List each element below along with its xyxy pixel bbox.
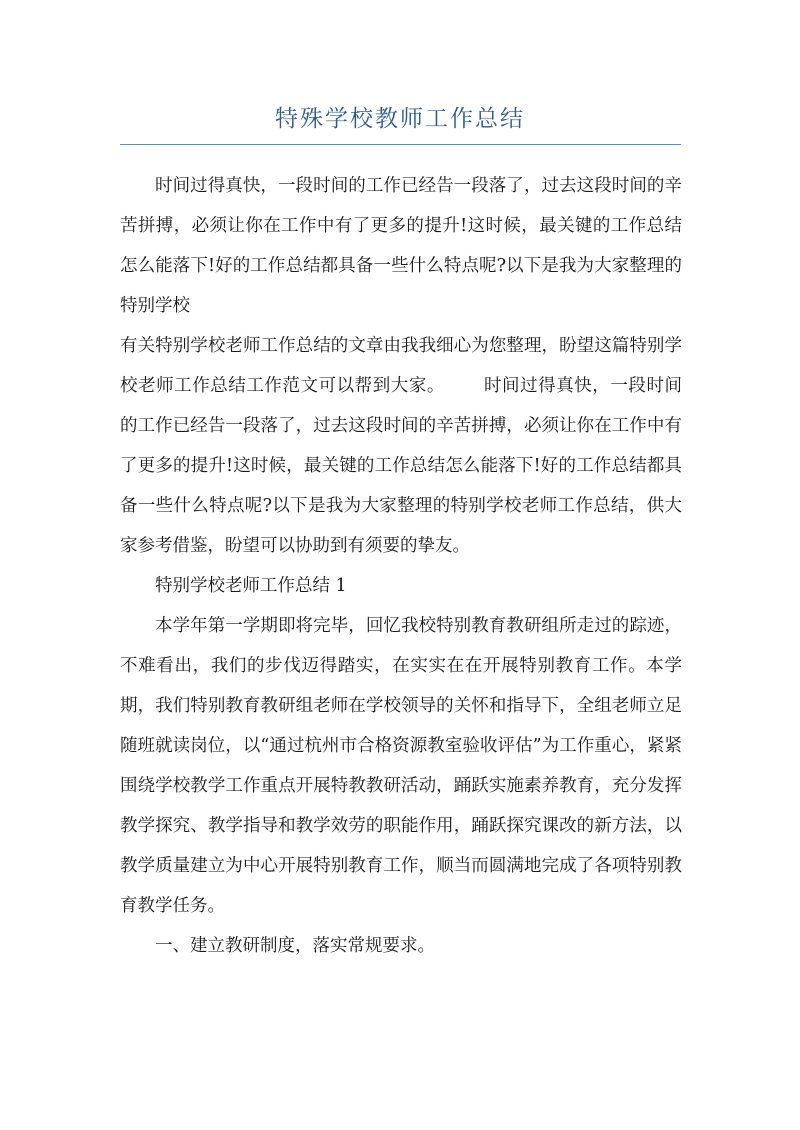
paragraph-intro: 时间过得真快，一段时间的工作已经告一段落了，过去这段时间的辛苦拼搏，必须让你在工作中有了更多的提升!这时候，最关键的工作总结怎么能落下!好的工作总结都具备一些什么特点呢?以下是我为大家整理的特别学校 [120, 176, 682, 316]
paragraph-main: 本学年第一学期即将完毕，回忆我校特别教育教研组所走过的踪迹，不难看出，我们的步伐迈得踏实，在实实在在开展特别教育工作。本学期，我们特别教育教研组老师在学校领导的关怀和指导下，全组老师立足随班就读岗位，以“通过杭州市合格资源教室验收评估”为工作重心，紧紧围绕学校教学工作重点开展特教教研活动，踊跃实施素养教育，充分发挥教学探究、教学指导和教学效劳的职能作用，踊跃探究课改的新方法，以教学质量建立为中心开展特别教育工作，顺当而圆满地完成了各项特别教育教学任务。 [120, 616, 682, 916]
section-heading-1: 特别学校老师工作总结 1 [155, 576, 347, 596]
document-title: 特殊学校教师工作总结 [275, 106, 525, 132]
document-body [120, 166, 682, 966]
paragraph-intro-continued [120, 326, 682, 566]
paragraph-summary: 有关特别学校老师工作总结的文章由我我细心为您整理，盼望这篇特别学校老师工作总结工作范文可以帮到大家。 [120, 336, 682, 396]
section-heading-2: 一、建立教研制度，落实常规要求。 [155, 936, 435, 956]
title-underline [120, 144, 681, 145]
paragraph-repeat: 时间过得真快，一段时间的工作已经告一段落了，过去这段时间的辛苦拼搏，必须让你在工作中有了更多的提升!这时候，最关键的工作总结怎么能落下!好的工作总结都具备一些什么特点呢?以下是我为大家整理的特别学校老师工作总结，供大家参考借鉴，盼望可以协助到有须要的挚友。 [120, 376, 683, 556]
